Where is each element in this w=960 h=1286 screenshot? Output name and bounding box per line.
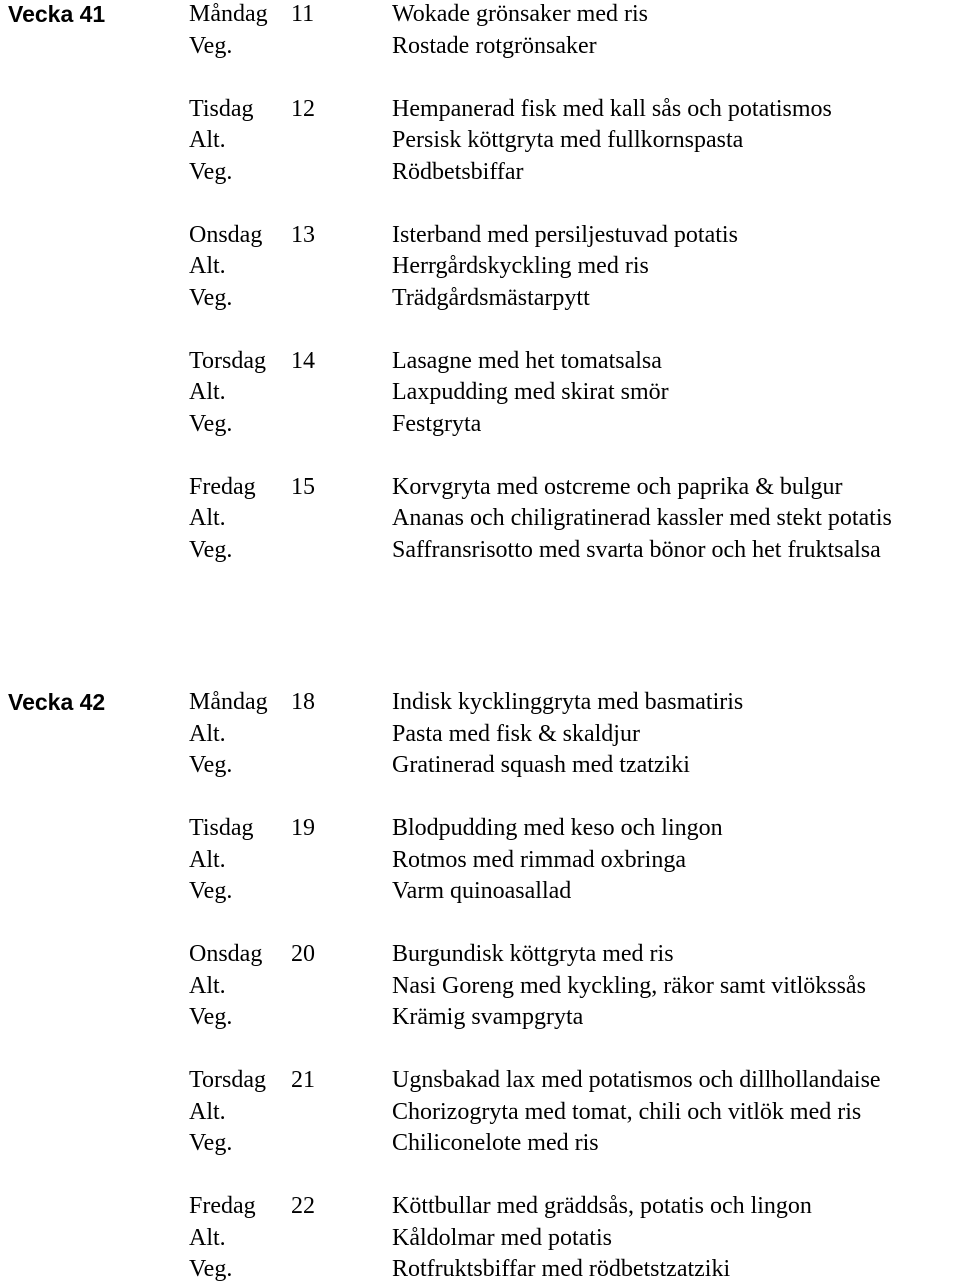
dish-name: Chorizogryta med tomat, chili och vitlök med ris: [392, 1098, 862, 1125]
menu-row: [0, 220, 960, 252]
dish-name: Pasta med fisk & skaldjur: [392, 720, 640, 747]
dish-name: Persisk köttgryta med fullkornspasta: [392, 127, 744, 153]
menu-row: [0, 503, 960, 535]
dish-tag: Veg.: [189, 410, 233, 437]
dish-tag: Alt.: [189, 720, 226, 747]
day-name: Torsdag: [189, 1067, 266, 1093]
day-number: 18: [291, 689, 315, 715]
dish-name: Hempanerad fisk med kall sås och potatismos: [392, 95, 832, 122]
dish-tag: Veg.: [189, 536, 233, 563]
menu-row: [0, 1191, 960, 1223]
day-number: 19: [291, 815, 315, 841]
menu-row: [0, 0, 960, 31]
day-number: 22: [291, 1193, 315, 1219]
dish-tag: Alt.: [189, 505, 226, 531]
dish-name: Ananas och chiligratinerad kassler med stekt potatis: [392, 505, 892, 531]
dish-name: Gratinerad squash med tzatziki: [392, 752, 690, 778]
dish-name: Lasagne med het tomatsalsa: [392, 347, 662, 374]
menu-row: [0, 687, 960, 719]
menu-row: [0, 845, 960, 877]
menu-row: [0, 971, 960, 1003]
day-number: 13: [291, 221, 315, 248]
menu-row: [0, 94, 960, 126]
dish-name: Saffransrisotto med svarta bönor och het fruktsalsa: [392, 536, 881, 563]
dish-name: Rotfruktsbiffar med rödbetstzatziki: [392, 1256, 731, 1282]
dish-name: Köttbullar med gräddsås, potatis och lingon: [392, 1193, 812, 1219]
dish-name: Trädgårdsmästarpytt: [392, 284, 590, 311]
menu-row: [0, 377, 960, 409]
week-label: Vecka 42: [8, 689, 106, 715]
menu-row: [0, 1097, 960, 1129]
dish-name: Rödbetsbiffar: [392, 158, 524, 185]
dish-name: Rotmos med rimmad oxbringa: [392, 846, 686, 873]
dish-tag: Veg.: [189, 32, 233, 59]
menu-row: [0, 125, 960, 157]
dish-tag: Veg.: [189, 158, 233, 185]
dish-name: Krämig svampgryta: [392, 1004, 584, 1030]
menu-row: [0, 1128, 960, 1160]
day-name: Fredag: [189, 1193, 256, 1219]
menu-row: [0, 346, 960, 378]
dish-tag: Veg.: [189, 284, 233, 311]
day-name: Onsdag: [189, 941, 263, 967]
day-number: 12: [291, 95, 315, 122]
menu-row: [0, 251, 960, 283]
dish-name: Korvgryta med ostcreme och paprika & bulgur: [392, 473, 843, 500]
dish-name: Nasi Goreng med kyckling, räkor samt vitlökssås: [392, 972, 866, 999]
day-number: 21: [291, 1067, 315, 1093]
week-label: Vecka 41: [8, 1, 106, 27]
day-number: 14: [291, 347, 315, 374]
menu-row: [0, 1002, 960, 1034]
day-name: Torsdag: [189, 347, 266, 374]
dish-name: Laxpudding med skirat smör: [392, 379, 669, 405]
dish-name: Wokade grönsaker med ris: [392, 1, 648, 27]
day-number: 11: [291, 1, 315, 27]
menu-row: [0, 283, 960, 315]
menu-row: [0, 939, 960, 971]
dish-name: Festgryta: [392, 410, 482, 437]
dish-tag: Veg.: [189, 1130, 233, 1156]
day-name: Fredag: [189, 473, 256, 500]
dish-name: Ugnsbakad lax med potatismos och dillhollandaise: [392, 1067, 881, 1093]
dish-name: Burgundisk köttgryta med ris: [392, 941, 674, 967]
menu-row: [0, 472, 960, 504]
dish-name: Isterband med persiljestuvad potatis: [392, 221, 738, 248]
day-name: Onsdag: [189, 221, 263, 248]
day-number: 15: [291, 473, 315, 500]
dish-tag: Alt.: [189, 1224, 226, 1251]
menu-row: [0, 750, 960, 782]
dish-name: Rostade rotgrönsaker: [392, 32, 597, 59]
dish-tag: Alt.: [189, 972, 226, 999]
dish-name: Indisk kycklinggryta med basmatiris: [392, 689, 744, 715]
dish-tag: Veg.: [189, 1004, 233, 1030]
dish-tag: Veg.: [189, 1256, 233, 1282]
dish-tag: Veg.: [189, 878, 233, 904]
week-41-section: [0, 0, 960, 566]
week-42-section: [0, 687, 960, 1286]
dish-name: Varm quinoasallad: [392, 878, 572, 904]
menu-row: [0, 719, 960, 751]
menu-row: [0, 157, 960, 189]
dish-name: Blodpudding med keso och lingon: [392, 815, 723, 841]
menu-row: [0, 813, 960, 845]
day-name: Tisdag: [189, 815, 254, 841]
menu-row: [0, 876, 960, 908]
menu-row: [0, 31, 960, 63]
menu-row: [0, 409, 960, 441]
menu-row: [0, 1223, 960, 1255]
day-name: Måndag: [189, 1, 268, 27]
dish-tag: Alt.: [189, 253, 226, 279]
menu-row: [0, 1254, 960, 1286]
dish-name: Herrgårdskyckling med ris: [392, 253, 649, 279]
dish-tag: Alt.: [189, 846, 226, 873]
day-number: 20: [291, 941, 315, 967]
dish-name: Chiliconelote med ris: [392, 1130, 599, 1156]
day-name: Måndag: [189, 689, 268, 715]
dish-tag: Alt.: [189, 127, 226, 153]
day-name: Tisdag: [189, 95, 254, 122]
dish-tag: Alt.: [189, 1098, 226, 1125]
menu-row: [0, 535, 960, 567]
dish-tag: Alt.: [189, 379, 226, 405]
menu-row: [0, 1065, 960, 1097]
dish-tag: Veg.: [189, 752, 233, 778]
dish-name: Kåldolmar med potatis: [392, 1224, 612, 1251]
